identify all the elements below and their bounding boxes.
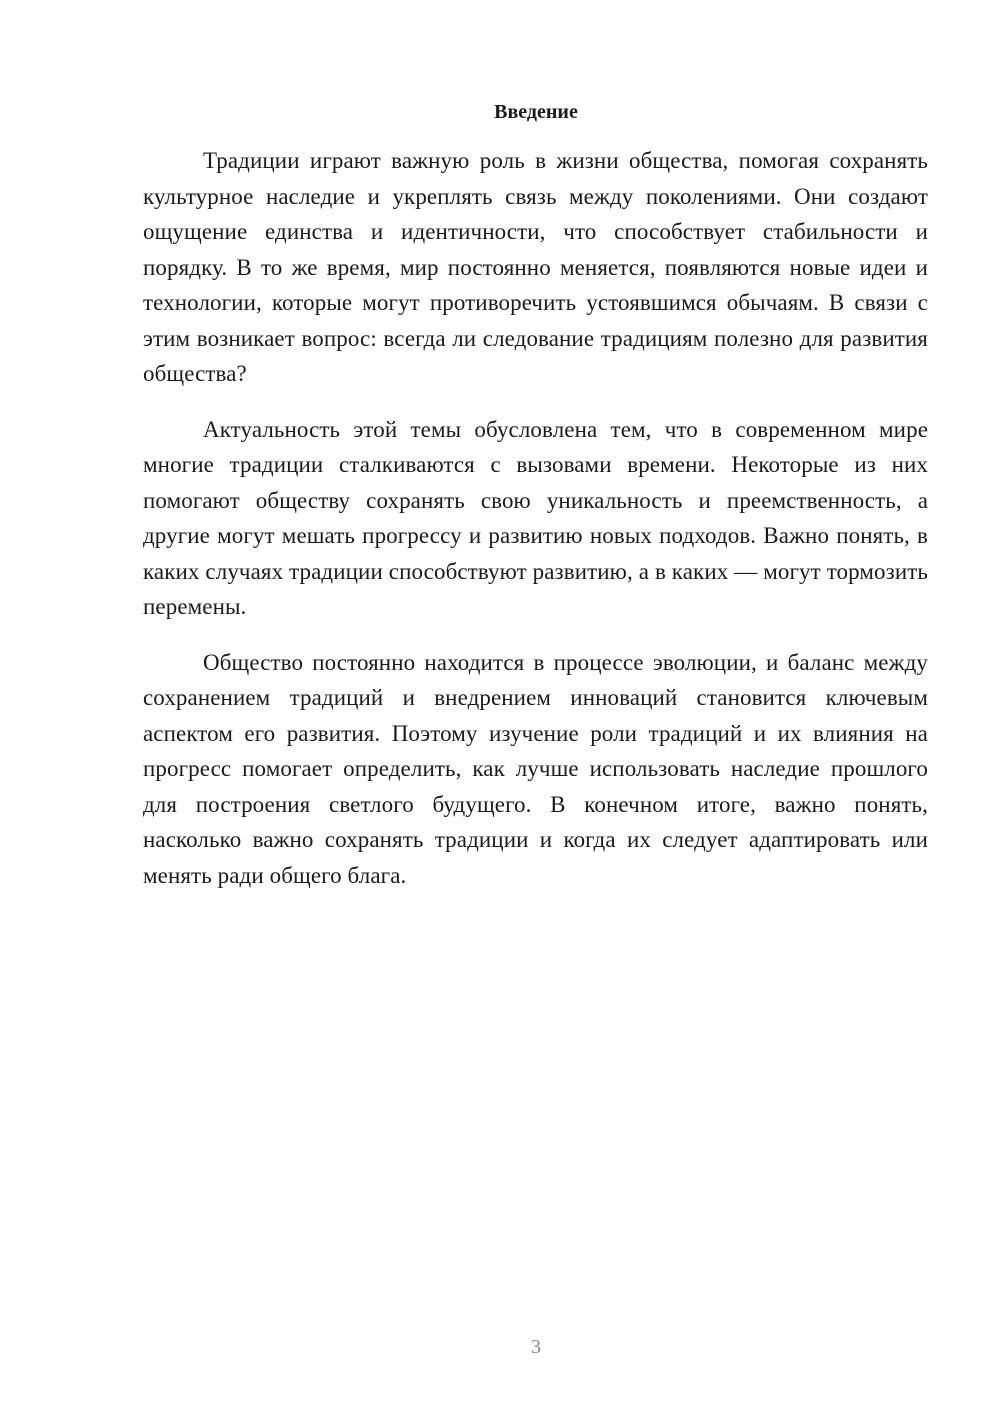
page-number: 3 xyxy=(531,1336,541,1358)
paragraph: Актуальность этой темы обусловлена тем, что в современном мире многие традиции сталкиваются с вызовами времени. Некоторые из них помогают обществу сохранять свою уникальность и преемственность, а другие могут мешать прогрессу и развитию новых подходов. Важно понять, в каких случаях традиции способствуют развитию, а в каких — могут тормозить перемены. xyxy=(143,416,928,619)
section-heading: Введение xyxy=(494,101,578,123)
paragraph: Общество постоянно находится в процессе эволюции, и баланс между сохранением традиций и внедрением инноваций становится ключевым аспектом его развития. Поэтому изучение роли традиций и их влияния на прогресс помогает определить, как лучше использовать наследие прошлого для построения светлого будущего. В конечном итоге, важно понять, насколько важно сохранять традиции и когда их следует адаптировать или менять ради общего блага. xyxy=(143,649,928,888)
paragraph: Традиции играют важную роль в жизни общества, помогая сохранять культурное наследие и укреплять связь между поколениями. Они создают ощущение единства и идентичности, что способствует стабильности и порядку. В то же время, мир постоянно меняется, появляются новые идеи и технологии, которые могут противоречить устоявшимся обычаям. В связи с этим возникает вопрос: всегда ли следование традициям полезно для развития общества? xyxy=(143,148,928,386)
body-text xyxy=(143,143,928,913)
